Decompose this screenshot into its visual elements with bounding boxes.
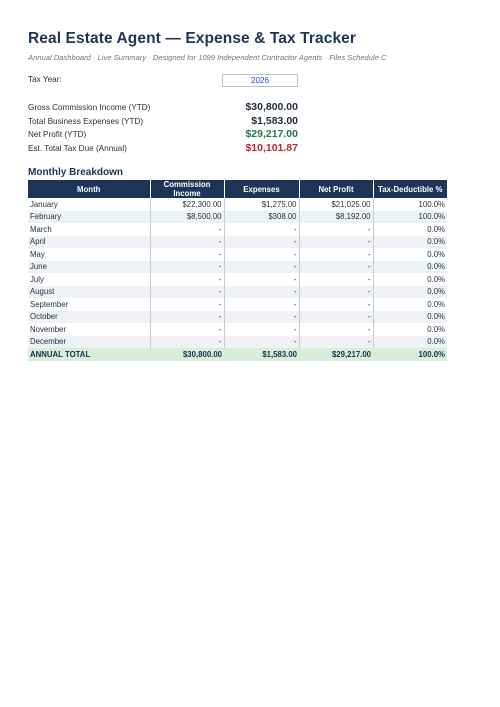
table-cell[interactable]: March bbox=[28, 223, 150, 236]
table-cell[interactable]: 0.0% bbox=[373, 336, 447, 349]
table-row bbox=[28, 236, 447, 249]
table-row bbox=[28, 211, 447, 224]
page-title: Real Estate Agent — Expense & Tax Tracker bbox=[28, 30, 357, 47]
table-cell[interactable]: 0.0% bbox=[427, 224, 445, 234]
table-cell[interactable]: - bbox=[224, 261, 299, 274]
table-row bbox=[28, 198, 447, 211]
summary-row-gross-income bbox=[28, 101, 448, 115]
table-cell[interactable]: - bbox=[150, 311, 224, 324]
table-cell[interactable]: December bbox=[28, 336, 150, 349]
table-cell[interactable]: October bbox=[28, 311, 150, 324]
column-header: Expenses bbox=[224, 180, 299, 198]
table-cell[interactable]: - bbox=[150, 286, 224, 299]
summary-row-expenses bbox=[28, 115, 448, 129]
table-cell[interactable]: - bbox=[224, 311, 299, 324]
table-cell[interactable]: $1,275.00 bbox=[224, 198, 299, 211]
table-cell[interactable]: - bbox=[299, 298, 373, 311]
table-cell[interactable]: - bbox=[299, 223, 373, 236]
table-cell[interactable]: June bbox=[28, 261, 150, 274]
summary-label: Total Business Expenses (YTD) bbox=[28, 116, 144, 126]
table-cell[interactable]: - bbox=[150, 236, 224, 249]
table-cell[interactable]: - bbox=[299, 336, 373, 349]
table-cell[interactable]: - bbox=[150, 323, 224, 336]
table-cell[interactable]: $8,192.00 bbox=[299, 211, 373, 224]
table-cell[interactable]: - bbox=[224, 286, 299, 299]
table-cell[interactable]: - bbox=[299, 273, 373, 286]
monthly-breakdown-table bbox=[28, 180, 447, 361]
table-cell[interactable]: 100.0% bbox=[418, 199, 445, 209]
table-cell[interactable]: 0.0% bbox=[427, 274, 445, 284]
table-cell: $1,583.00 bbox=[224, 348, 299, 361]
summary-label: Gross Commission Income (YTD) bbox=[28, 103, 151, 112]
summary-value: $1,583.00 bbox=[251, 114, 298, 127]
summary-label: Est. Total Tax Due (Annual) bbox=[28, 143, 127, 153]
table-cell[interactable]: - bbox=[150, 261, 224, 274]
table-cell[interactable]: - bbox=[150, 273, 224, 286]
table-cell[interactable]: - bbox=[224, 236, 299, 249]
table-cell[interactable]: $308.00 bbox=[224, 211, 299, 224]
section-heading: Monthly Breakdown bbox=[28, 167, 124, 178]
summary-value: $30,800.00 bbox=[245, 101, 298, 113]
table-cell[interactable]: 0.0% bbox=[373, 261, 447, 274]
table-cell[interactable]: - bbox=[224, 336, 299, 349]
table-cell[interactable]: 100.0% bbox=[373, 211, 447, 224]
summary-row-net-profit bbox=[28, 128, 448, 142]
tax-year-input[interactable]: 2026 bbox=[222, 74, 298, 87]
summary-label: Net Profit (YTD) bbox=[28, 130, 87, 139]
table-cell[interactable]: $21,025.00 bbox=[299, 198, 373, 211]
summary-row-tax-due bbox=[28, 142, 448, 156]
table-cell[interactable]: 0.0% bbox=[373, 311, 447, 324]
table-cell[interactable]: 0.0% bbox=[427, 299, 445, 309]
table-cell[interactable]: - bbox=[150, 298, 224, 311]
table-cell[interactable]: - bbox=[150, 248, 224, 261]
table-row bbox=[28, 336, 447, 349]
table-cell[interactable]: - bbox=[299, 236, 373, 249]
summary-value: $10,101.87 bbox=[245, 141, 298, 154]
table-cell[interactable]: May bbox=[28, 248, 150, 261]
table-row bbox=[28, 248, 447, 261]
page-subtitle: Annual Dashboard · Live Summary · Designed for 1099 Independent Contractor Agents · Files Schedule C bbox=[28, 53, 387, 62]
table-cell[interactable]: - bbox=[224, 273, 299, 286]
table-cell[interactable]: 0.0% bbox=[427, 324, 445, 334]
annual-total-row bbox=[28, 348, 447, 361]
table-cell: $30,800.00 bbox=[150, 348, 224, 361]
table-cell: $29,217.00 bbox=[299, 348, 373, 361]
table-row bbox=[28, 261, 447, 274]
table-cell[interactable]: 0.0% bbox=[427, 249, 445, 259]
table-row bbox=[28, 286, 447, 299]
tracker-sheet bbox=[28, 30, 448, 361]
table-cell[interactable]: November bbox=[28, 323, 150, 336]
column-header: Net Profit bbox=[299, 180, 373, 198]
table-row bbox=[28, 298, 447, 311]
table-cell[interactable]: 0.0% bbox=[373, 236, 447, 249]
table-cell: ANNUAL TOTAL bbox=[28, 348, 150, 361]
table-cell[interactable]: - bbox=[224, 248, 299, 261]
table-row bbox=[28, 223, 447, 236]
column-header: Commission Income bbox=[150, 180, 224, 198]
table-cell[interactable]: $22,300.00 bbox=[150, 198, 224, 211]
table-cell[interactable]: April bbox=[28, 236, 150, 249]
table-cell[interactable]: - bbox=[299, 286, 373, 299]
table-cell[interactable]: August bbox=[28, 286, 150, 299]
table-row bbox=[28, 311, 447, 324]
table-row bbox=[28, 273, 447, 286]
table-cell[interactable]: - bbox=[224, 298, 299, 311]
table-cell[interactable]: $8,500.00 bbox=[150, 211, 224, 224]
table-cell[interactable]: February bbox=[28, 211, 150, 224]
table-cell[interactable]: - bbox=[299, 248, 373, 261]
column-header: Month bbox=[28, 180, 150, 198]
table-cell[interactable]: July bbox=[28, 273, 150, 286]
table-cell[interactable]: - bbox=[224, 223, 299, 236]
summary-value: $29,217.00 bbox=[245, 128, 298, 140]
table-cell: 100.0% bbox=[373, 348, 447, 361]
table-cell[interactable]: - bbox=[224, 323, 299, 336]
column-header: Tax-Deductible % bbox=[373, 180, 447, 198]
table-cell[interactable]: - bbox=[299, 323, 373, 336]
table-header-row bbox=[28, 180, 447, 198]
summary-block bbox=[28, 101, 448, 155]
tax-year-row bbox=[28, 74, 448, 87]
table-cell[interactable]: January bbox=[28, 198, 150, 211]
table-cell[interactable]: - bbox=[299, 311, 373, 324]
table-cell[interactable]: - bbox=[299, 261, 373, 274]
table-cell[interactable]: September bbox=[28, 298, 150, 311]
table-cell[interactable]: 0.0% bbox=[373, 286, 447, 299]
table-cell[interactable]: - bbox=[150, 223, 224, 236]
tax-year-label: Tax Year: bbox=[28, 75, 62, 84]
table-row bbox=[28, 323, 447, 336]
table-cell[interactable]: - bbox=[150, 336, 224, 349]
